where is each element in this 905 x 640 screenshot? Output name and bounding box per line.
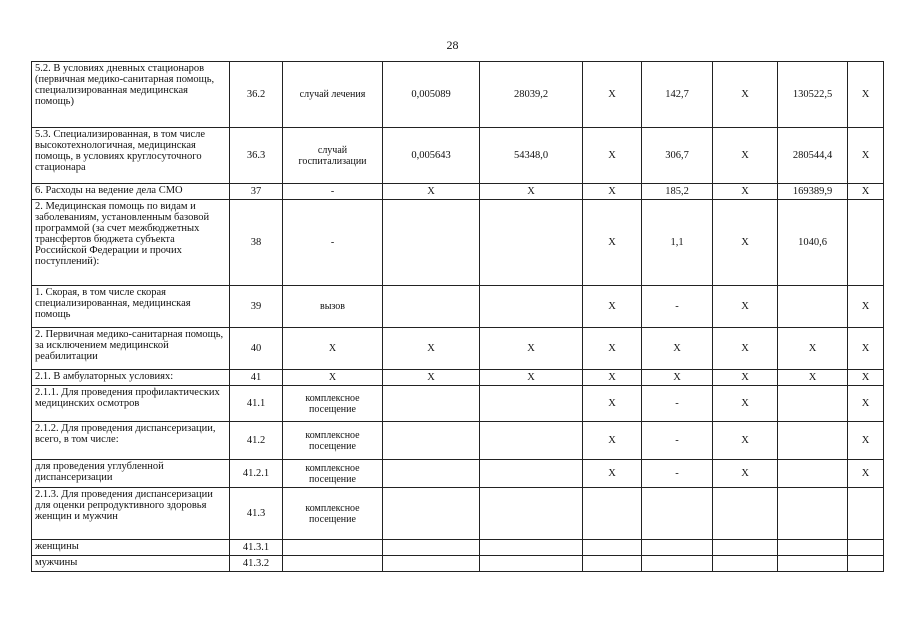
table-cell: 41.1 xyxy=(230,386,283,422)
table-row xyxy=(32,286,884,328)
table-cell xyxy=(383,386,480,422)
table-row xyxy=(32,184,884,200)
table-cell: 169389,9 xyxy=(778,184,848,200)
table-cell: 39 xyxy=(230,286,283,328)
table-cell xyxy=(583,556,642,572)
table-cell: X xyxy=(778,328,848,370)
table-row xyxy=(32,556,884,572)
table-cell: 41.2.1 xyxy=(230,460,283,488)
table-cell xyxy=(583,488,642,540)
table-row xyxy=(32,62,884,128)
table-cell: X xyxy=(383,328,480,370)
table-cell xyxy=(848,200,884,286)
table-cell xyxy=(778,556,848,572)
table-cell: комплексное посещение xyxy=(283,422,383,460)
table-cell: - xyxy=(642,460,713,488)
table-cell: X xyxy=(583,200,642,286)
table-cell xyxy=(480,386,583,422)
table-cell: 280544,4 xyxy=(778,128,848,184)
table-cell xyxy=(480,422,583,460)
table-cell: X xyxy=(480,370,583,386)
table-cell xyxy=(283,556,383,572)
table-cell: X xyxy=(713,200,778,286)
row-name-cell: 2.1. В амбулаторных условиях: xyxy=(32,370,230,386)
table-cell: - xyxy=(642,286,713,328)
table-cell: X xyxy=(583,422,642,460)
table-cell xyxy=(383,286,480,328)
table-cell: X xyxy=(283,370,383,386)
table-cell: X xyxy=(383,370,480,386)
table-cell: 41.3 xyxy=(230,488,283,540)
table-cell: 36.2 xyxy=(230,62,283,128)
table-cell: X xyxy=(583,62,642,128)
table-row xyxy=(32,386,884,422)
table-cell: X xyxy=(480,184,583,200)
table-cell xyxy=(713,540,778,556)
table-cell: X xyxy=(283,328,383,370)
table-cell: случай госпитализации xyxy=(283,128,383,184)
table-cell xyxy=(778,386,848,422)
table-row xyxy=(32,540,884,556)
row-name-cell: 2.1.2. Для проведения диспансеризации, всего, в том числе: xyxy=(32,422,230,460)
table-cell: 306,7 xyxy=(642,128,713,184)
table-row xyxy=(32,460,884,488)
table-cell xyxy=(778,540,848,556)
table-cell: 1,1 xyxy=(642,200,713,286)
table-cell: X xyxy=(848,460,884,488)
table-cell xyxy=(642,556,713,572)
row-name-cell: 5.3. Специализированная, в том числе высокотехнологичная, медицинская помощь, в условиях круглосуточного стационара xyxy=(32,128,230,184)
table-cell: X xyxy=(583,128,642,184)
table-cell: 41 xyxy=(230,370,283,386)
row-name-cell: 6. Расходы на ведение дела СМО xyxy=(32,184,230,200)
table-cell: - xyxy=(642,422,713,460)
table-cell xyxy=(848,488,884,540)
table-cell xyxy=(383,540,480,556)
table-cell: X xyxy=(848,328,884,370)
table-cell: X xyxy=(848,286,884,328)
table-cell xyxy=(480,488,583,540)
table-cell: X xyxy=(848,62,884,128)
table-cell: 36.3 xyxy=(230,128,283,184)
table-cell: X xyxy=(713,128,778,184)
table-row xyxy=(32,200,884,286)
row-name-cell: для проведения углубленной диспансеризации xyxy=(32,460,230,488)
table-row xyxy=(32,422,884,460)
table-cell: X xyxy=(383,184,480,200)
table-row xyxy=(32,128,884,184)
table-cell: X xyxy=(713,286,778,328)
table-cell xyxy=(583,540,642,556)
table-cell: X xyxy=(583,386,642,422)
table-cell xyxy=(480,556,583,572)
row-name-cell: женщины xyxy=(32,540,230,556)
table-cell: X xyxy=(583,328,642,370)
table-cell: 130522,5 xyxy=(778,62,848,128)
table-cell: X xyxy=(713,328,778,370)
table-cell: X xyxy=(713,460,778,488)
table-cell: X xyxy=(713,62,778,128)
row-name-cell: 2. Медицинская помощь по видам и заболеваниям, установленным базовой программой (за счет межбюджетных трансфертов бюджета субъекта Российской Федерации и прочих поступлений): xyxy=(32,200,230,286)
table-cell: X xyxy=(848,422,884,460)
table-cell: - xyxy=(283,200,383,286)
row-name-cell: мужчины xyxy=(32,556,230,572)
table-cell xyxy=(713,556,778,572)
table-cell xyxy=(283,540,383,556)
table-cell: комплексное посещение xyxy=(283,488,383,540)
table-cell: комплексное посещение xyxy=(283,460,383,488)
table-cell xyxy=(383,460,480,488)
table-cell: X xyxy=(583,370,642,386)
table-cell: X xyxy=(848,128,884,184)
table-cell: X xyxy=(848,184,884,200)
table-cell: X xyxy=(713,184,778,200)
table-cell xyxy=(713,488,778,540)
table-row xyxy=(32,488,884,540)
table-cell: X xyxy=(480,328,583,370)
table-cell: X xyxy=(642,328,713,370)
table-cell: X xyxy=(713,422,778,460)
table-cell: 0,005643 xyxy=(383,128,480,184)
table-cell: X xyxy=(713,370,778,386)
table-cell: X xyxy=(848,370,884,386)
table-cell xyxy=(778,488,848,540)
table-cell: 41.2 xyxy=(230,422,283,460)
table-cell: 1040,6 xyxy=(778,200,848,286)
table-cell: случай лечения xyxy=(283,62,383,128)
table-cell xyxy=(848,540,884,556)
table-cell xyxy=(778,286,848,328)
row-name-cell: 5.2. В условиях дневных стационаров (первичная медико-санитарная помощь, специализированная медицинская помощь) xyxy=(32,62,230,128)
table-cell: X xyxy=(713,386,778,422)
page-number: 28 xyxy=(446,38,459,52)
table-row xyxy=(32,328,884,370)
table-cell: X xyxy=(583,286,642,328)
table-cell: 41.3.2 xyxy=(230,556,283,572)
table-cell: X xyxy=(583,460,642,488)
table-cell: X xyxy=(583,184,642,200)
table-cell: - xyxy=(283,184,383,200)
table-cell xyxy=(778,460,848,488)
table-cell: 41.3.1 xyxy=(230,540,283,556)
table-cell: X xyxy=(778,370,848,386)
table-cell: 54348,0 xyxy=(480,128,583,184)
table-cell: 185,2 xyxy=(642,184,713,200)
expenses-table xyxy=(31,61,884,572)
row-name-cell: 1. Скорая, в том числе скорая специализированная, медицинская помощь xyxy=(32,286,230,328)
table-cell xyxy=(848,556,884,572)
table-cell xyxy=(480,460,583,488)
table-cell xyxy=(383,556,480,572)
table-cell xyxy=(383,200,480,286)
table-cell: 38 xyxy=(230,200,283,286)
table-cell: 37 xyxy=(230,184,283,200)
table-cell: 142,7 xyxy=(642,62,713,128)
table-cell xyxy=(480,286,583,328)
row-name-cell: 2.1.1. Для проведения профилактических медицинских осмотров xyxy=(32,386,230,422)
table-cell: вызов xyxy=(283,286,383,328)
table-cell: X xyxy=(848,386,884,422)
table-cell: 0,005089 xyxy=(383,62,480,128)
table-row xyxy=(32,370,884,386)
table-cell xyxy=(480,200,583,286)
table-cell xyxy=(778,422,848,460)
table-cell: 40 xyxy=(230,328,283,370)
table-cell xyxy=(383,488,480,540)
table-cell: - xyxy=(642,386,713,422)
table-cell xyxy=(642,540,713,556)
table-cell xyxy=(383,422,480,460)
table-cell xyxy=(480,540,583,556)
table-cell xyxy=(642,488,713,540)
row-name-cell: 2.1.3. Для проведения диспансеризации для оценки репродуктивного здоровья женщин и мужчин xyxy=(32,488,230,540)
table-cell: X xyxy=(642,370,713,386)
row-name-cell: 2. Первичная медико-санитарная помощь, за исключением медицинской реабилитации xyxy=(32,328,230,370)
table-cell: комплексное посещение xyxy=(283,386,383,422)
table-cell: 28039,2 xyxy=(480,62,583,128)
